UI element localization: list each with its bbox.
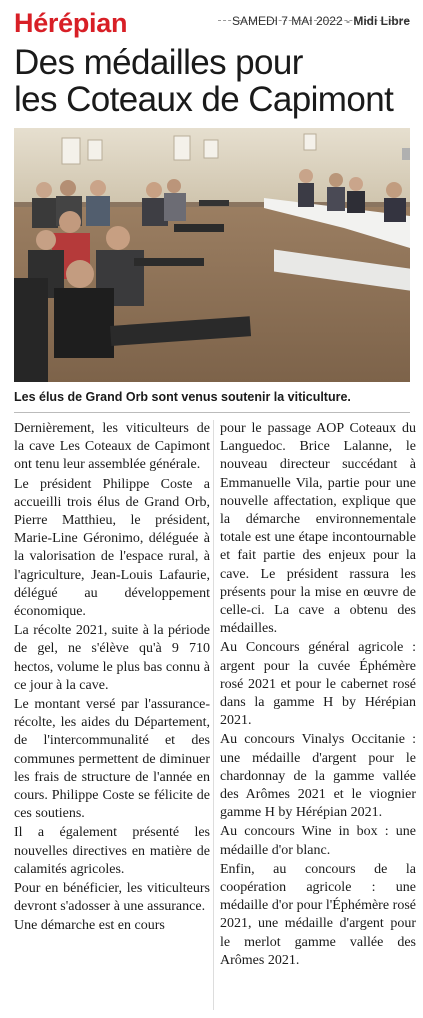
paragraph: pour le passage AOP Coteaux du Languedoc. Brice Lalanne, le nouveau directeur succédant à Emmanuelle Vila, partie pour une nouvelle affectation, explique que la démarche environnementale totale est une étape incontournable et fait partie des enjeux pour la cave. Le président rassura les présents pour la mise en œuvre de celle-ci. La cave a obtenu des médailles.	[220, 421, 416, 637]
photo-caption: Les élus de Grand Orb sont venus soutenir la viticulture.	[14, 390, 351, 404]
article-column-2	[220, 420, 416, 971]
headline-line-2: les Coteaux de Capimont	[14, 80, 394, 119]
page-header	[14, 8, 410, 38]
article-photo	[14, 128, 410, 382]
town-name: Hérépian	[14, 8, 128, 38]
article-headline	[14, 44, 414, 118]
date-text: SAMEDI 7 MAI 2022 -	[231, 14, 354, 28]
column-divider	[213, 420, 214, 1010]
article-column-1	[14, 420, 210, 937]
dateline	[232, 14, 410, 28]
paragraph: Dernièrement, les viticulteurs de la cave Les Coteaux de Capimont ont tenu leur assemblée générale.	[14, 421, 210, 473]
paragraph: La récolte 2021, suite à la période de gel, ne s'élève qu'à 9 710 hectos, volume le plus bas connu à ce jour à la cave.	[14, 623, 210, 693]
paragraph: Au Concours général agricole : argent pour la cuvée Éphémère rosé 2021 et pour le cabernet rosé dans la gamme H by Hérépian 2021.	[220, 640, 416, 729]
paragraph: Au concours Vinalys Occitanie : une médaille d'argent pour le chardonnay de la gamme vallée des Arômes 2021 et le viognier gamme H by Hérépian 2021.	[220, 732, 416, 821]
caption-divider	[14, 412, 410, 413]
paragraph: Au concours Wine in box : une médaille d'or blanc.	[220, 824, 416, 858]
paragraph: Pour en bénéficier, les viticulteurs devront s'adosser à une assurance.	[14, 881, 210, 915]
paragraph: Une démarche est en cours	[14, 918, 165, 934]
paragraph: Le président Philippe Coste a accueilli trois élus de Grand Orb, Pierre Matthieu, le président, Marie-Line Géronimo, déléguée à la valorisation de l'espace rural, à l'agriculture, Jean-Louis Lafaurie, délégué au développement économique.	[14, 476, 210, 620]
newspaper-name: Midi Libre	[353, 14, 410, 28]
paragraph: Il a également présenté les nouvelles directives en matière de calamités agricoles.	[14, 825, 210, 877]
paragraph: Le montant versé par l'assurance-récolte, les aides du Département, de l'intercommunalité et des communes permettent de diminuer les frais de structure de l'année en cours. Philippe Coste se félicite de ces soutiens.	[14, 697, 210, 822]
paragraph: Enfin, au concours de la coopération agricole : une médaille d'or pour l'Éphémère rosé 2021, une médaille d'argent pour le merlot gamme vallée des Arômes 2021.	[220, 861, 416, 968]
meeting-room-photo	[14, 128, 410, 382]
headline-line-1: Des médailles pour	[14, 43, 303, 82]
